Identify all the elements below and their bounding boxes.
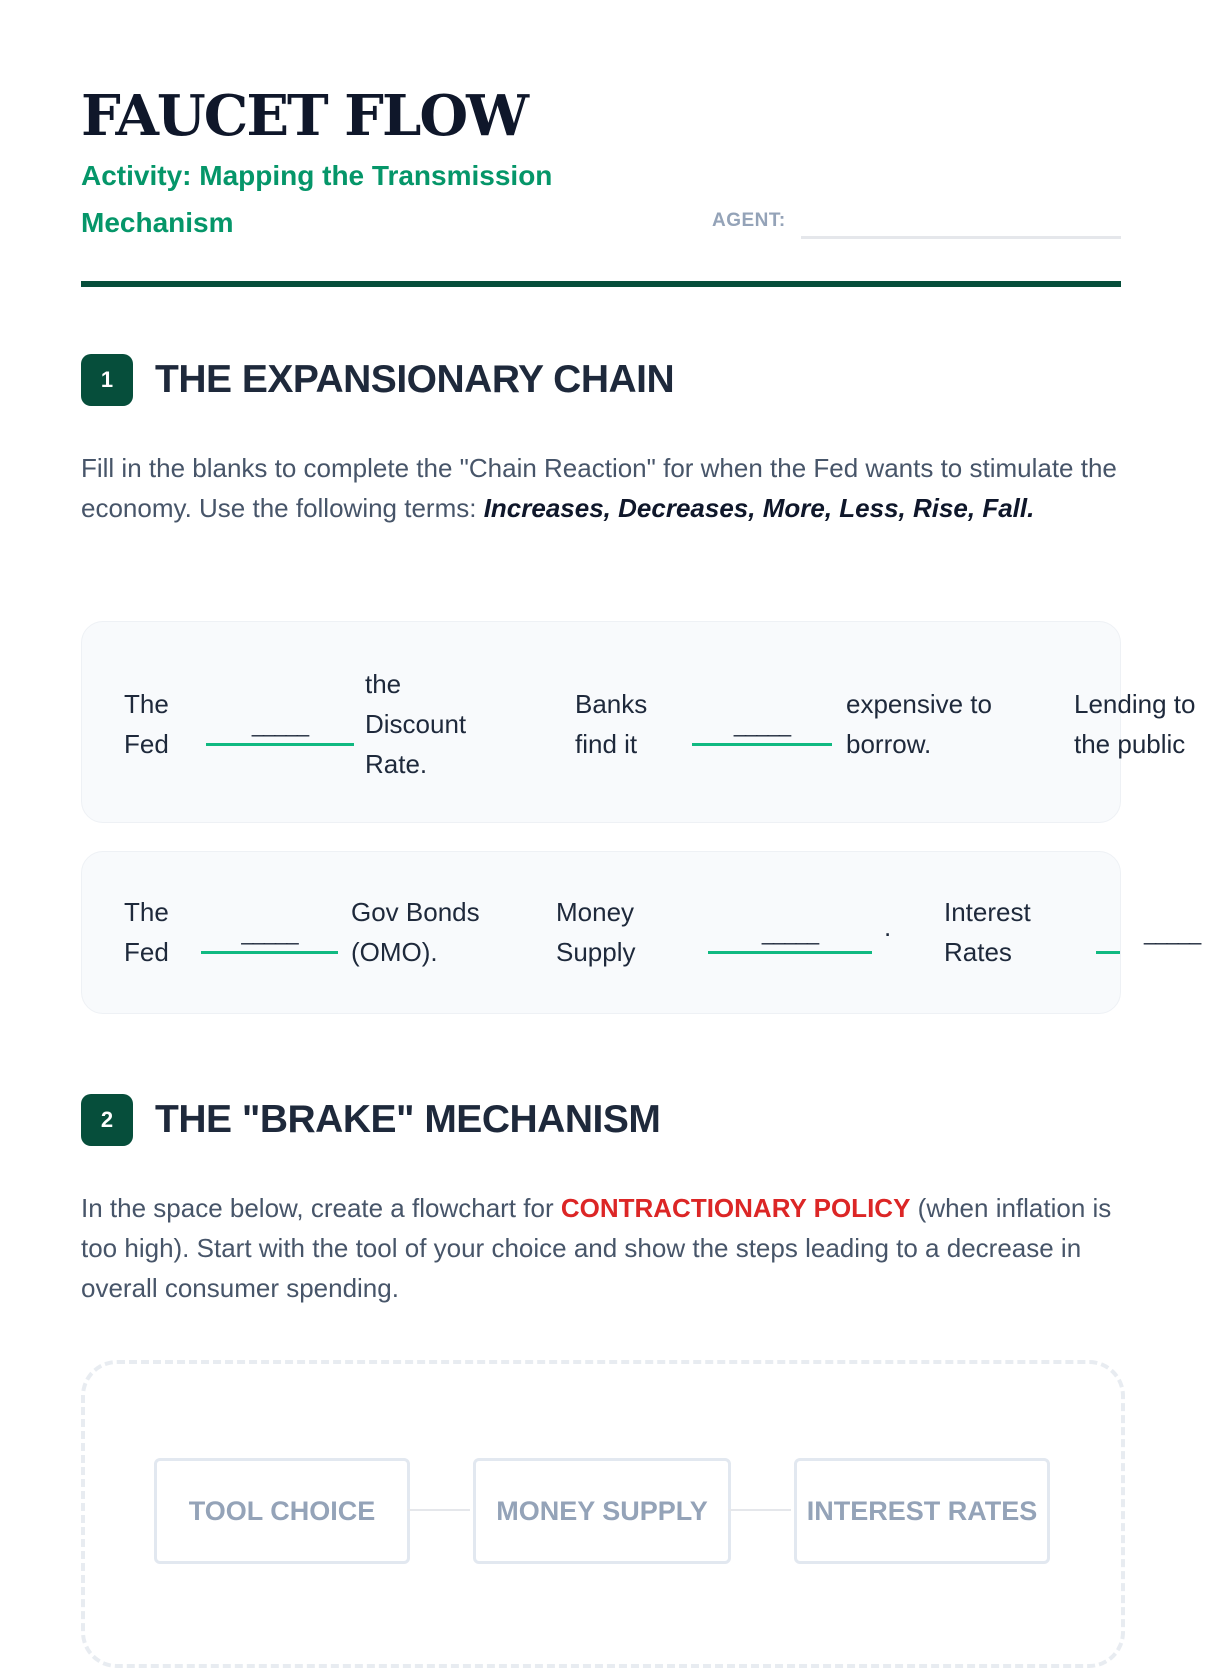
agent-name-field[interactable] (801, 236, 1121, 239)
worksheet-header (81, 84, 1121, 288)
chain-text-lending: Lending to the public (1074, 689, 1196, 759)
blank-underline (201, 951, 338, 954)
flow-node-interest-rates[interactable]: INTEREST RATES (794, 1458, 1050, 1564)
chain-text-banks-find-it: Banks find it (575, 689, 648, 759)
header-divider (81, 281, 1121, 287)
fill-blank-1[interactable] (206, 702, 354, 746)
chain-row-discount-rate (81, 621, 1196, 823)
flow-node-money-supply[interactable]: MONEY SUPPLY (473, 1458, 731, 1564)
section-1-heading (81, 354, 1121, 406)
term-bank: Increases, Decreases, More, Less, Rise, Fall. (483, 493, 1035, 523)
blank-underline (1096, 951, 1120, 954)
blank-placeholder: _____ (761, 920, 819, 945)
contractionary-policy-highlight: CONTRACTIONARY POLICY (560, 1193, 911, 1223)
chain-period: . (884, 912, 892, 942)
chain-text-gov-bonds: Gov Bonds (OMO). (351, 897, 480, 967)
chain-text-expensive: expensive to borrow. (846, 689, 992, 759)
section-number-badge: 2 (81, 1094, 133, 1146)
agent-label: AGENT: (712, 210, 786, 231)
flow-node-tool-choice[interactable]: TOOL CHOICE (154, 1458, 410, 1564)
section-2-heading (81, 1094, 1121, 1146)
section-title: THE "BRAKE" MECHANISM (155, 1098, 661, 1141)
chain-text-the-fed: The Fed (124, 689, 169, 759)
fill-blank-3[interactable] (201, 910, 338, 954)
blank-underline (708, 951, 872, 954)
blank-placeholder: _____ (241, 920, 298, 945)
blank-underline (206, 743, 354, 746)
instructions-text: In the space below, create a flowchart for (81, 1193, 554, 1223)
activity-subtitle: Activity: Mapping the Transmission Mechanism (81, 160, 553, 238)
instructions-text: (when inflation is too high). Start with the tool of your choice and show the steps leading to a decrease in overall consumer spending. (81, 1193, 1112, 1303)
section-number-badge: 1 (81, 354, 133, 406)
section-title: THE EXPANSIONARY CHAIN (155, 358, 675, 401)
blank-underline (692, 743, 832, 746)
fill-blank-2[interactable] (692, 702, 832, 746)
chain-text-interest-rates: Interest Rates (944, 897, 1031, 967)
flow-connector (407, 1509, 470, 1511)
chain-row-omo (81, 851, 1201, 1014)
flow-connector (728, 1509, 791, 1511)
section-1-instructions (81, 448, 1121, 528)
blank-placeholder: _____ (733, 712, 791, 737)
fill-blank-4[interactable] (708, 910, 872, 954)
chain-text-money-supply: Money Supply (556, 897, 636, 967)
chain-text-discount-rate: the Discount Rate. (365, 669, 467, 779)
chain-text-the-fed: The Fed (124, 897, 169, 967)
blank-placeholder: _____ (1144, 920, 1201, 945)
fill-blank-5[interactable] (1096, 910, 1201, 954)
instructions-text: Fill in the blanks to complete the "Chain Reaction" for when the Fed wants to stimulate the economy. Use the following terms: (81, 453, 1117, 523)
page-title: FAUCET FLOW (81, 83, 527, 149)
flowchart-drawing-area[interactable] (81, 1360, 1125, 1668)
blank-placeholder: _____ (251, 712, 309, 737)
section-2-instructions (81, 1188, 1121, 1308)
